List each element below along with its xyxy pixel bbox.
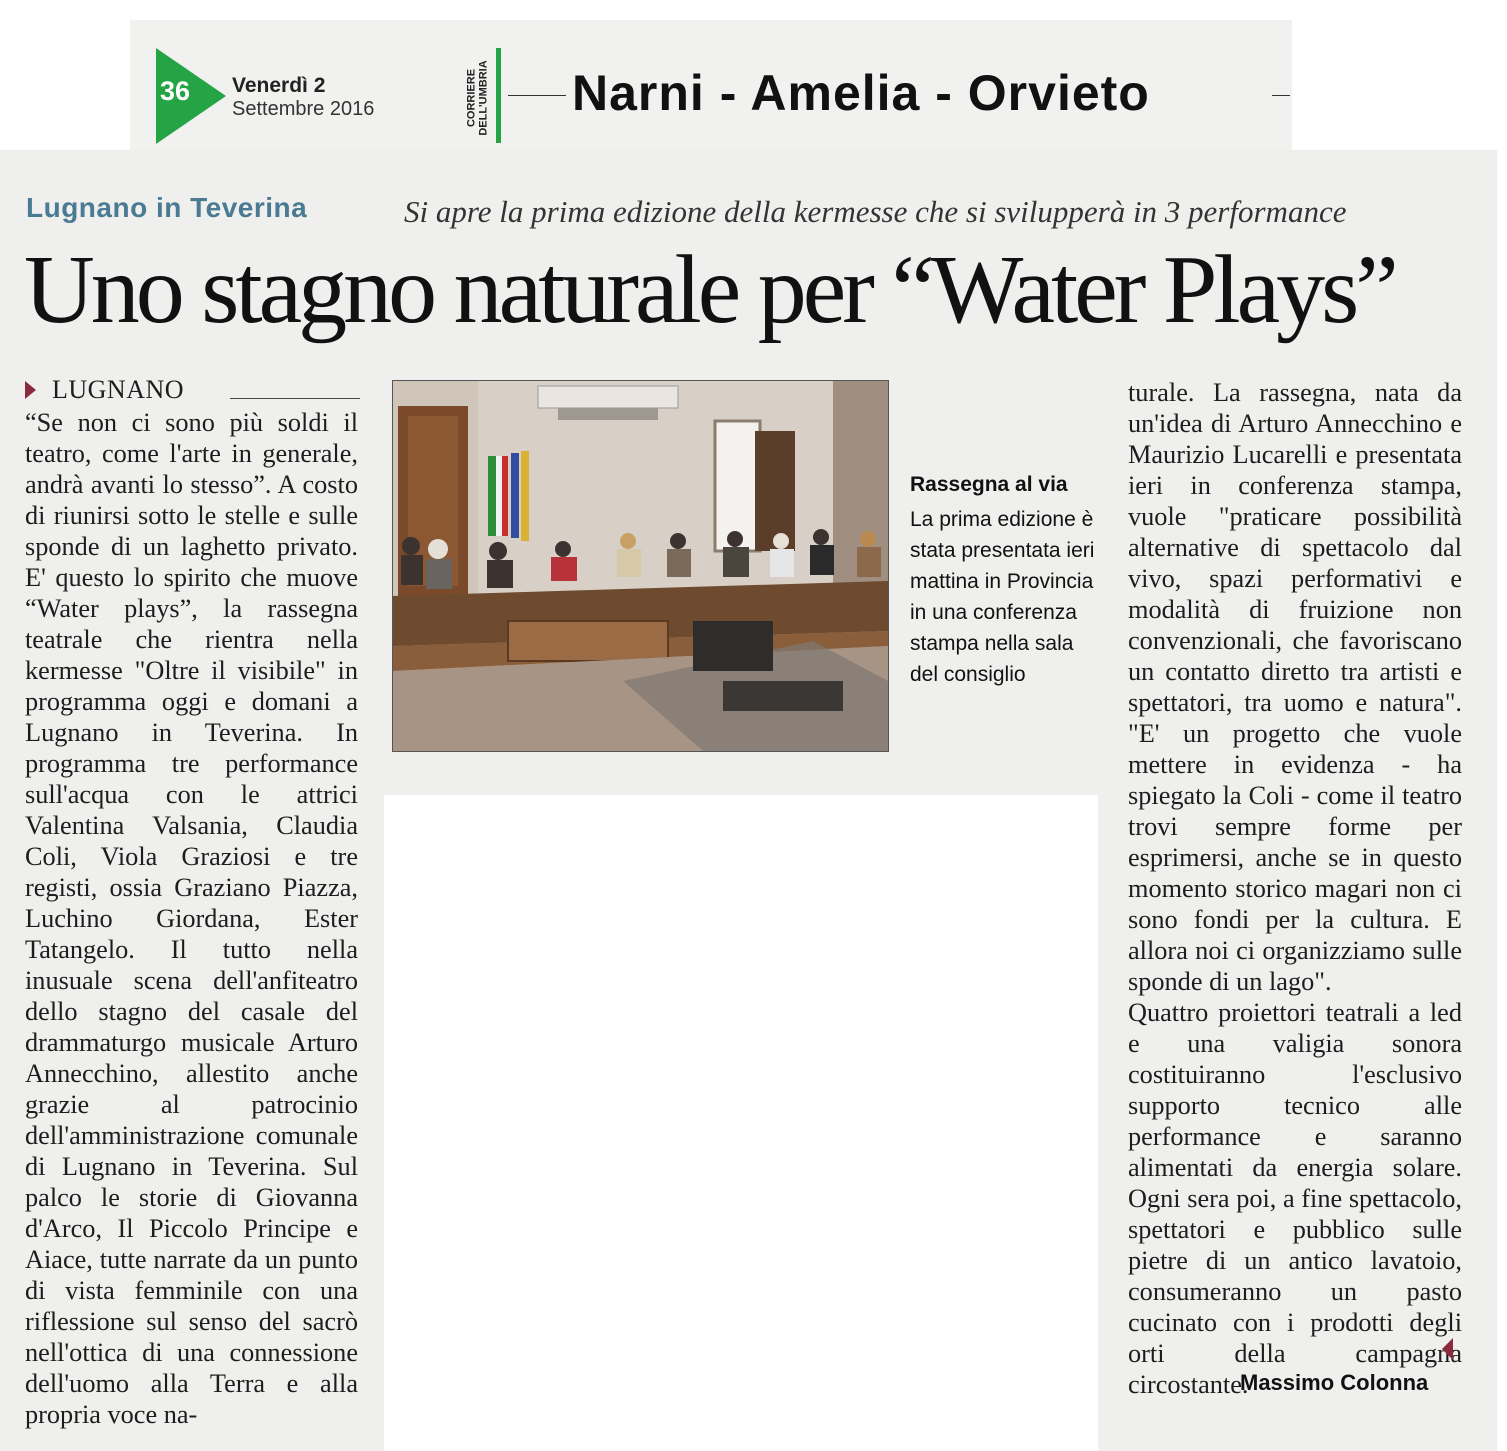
issue-date-month-year: Settembre 2016 [232, 98, 375, 120]
newspaper-logo-text: CORRIERE DELL'UMBRIA [465, 60, 490, 136]
article-right-paragraph-2: Quattro proiettori teatrali a led e una valigia sonora costituiranno l'esclusivo supporto tecnico alle performance e saranno alimentati da energia solare. Ogni sera poi, a fine spettacolo, spettatori e pubblico sulle pietre di un antico lavatoio, consumeranno un pasto cucinato con i prodotti degli orti della campagna circostante. [1128, 998, 1462, 1399]
issue-date-day: Venerdì 2 [232, 74, 326, 97]
conference-room-photo [392, 380, 889, 752]
dateline-arrow-icon [25, 381, 36, 399]
article-left-column: “Se non ci sono più soldi il teatro, come l'arte in generale, andrà avanti lo stesso”. A costo di riunirsi sotto le stelle e sulle sponde di un laghetto privato. E' questo lo spirito che muove “Water plays”, la rassegna teatrale che rientra nella kermesse "Oltre il visibile" in programma oggi e domani a Lugnano in Teverina. In programma tre performance sull'acqua con le attrici Valentina Valsania, Claudia Coli, Viola Graziosi e tre registi, ossia Graziano Piazza, Luchino Giordana, Ester Tatangelo. Il tutto nella inusuale scena dell'anfiteatro dello stagno del casale del drammaturgo musicale Arturo Annecchino, allestito anche grazie al patrocinio dell'amministrazione comunale di Lugnano in Teverina. Sul palco le storie di Giovanna d'Arco, Il Piccolo Principe e Aiace, tutte narrate da un punto di vista femminile con una riflessione sul senso del sacrò nell'ottica di una connessione dell'uomo alla Terra e alla propria voce na- [25, 408, 358, 1429]
article-right-paragraph-1: turale. La rassegna, nata da un'idea di Arturo Annecchino e Maurizio Lucarelli e presentata ieri in conferenza stampa, vuole "praticare possibilità alternative di spettacolo dal vivo, spazi performativi e modalità di fruizione non convenzionali, che favoriscano un contatto diretto tra artisti e spettatori, tra uomo e natura". "E' un progetto che vuole mettere in evidenza - ha spiegato la Coli - come il teatro trovi sempre forme per esprimersi, anche se in questo momento storico magari non ci sono fondi per la cultura. E allora noi ci organizziamo sulle sponde di un lago". [1128, 378, 1462, 996]
dateline-rule [230, 398, 360, 399]
article-byline: Massimo Colonna [1240, 1370, 1429, 1395]
article-place: Lugnano in Teverina [26, 192, 308, 223]
article-headline: Uno stagno naturale per “Water Plays” [24, 236, 1395, 344]
article-kicker: Si apre la prima edizione della kermesse che si svilupperà in 3 performance [404, 194, 1347, 229]
dateline [25, 375, 360, 407]
header-rule-left [508, 95, 566, 96]
conference-photo-illustration [393, 381, 888, 751]
photo-caption-body: La prima edizione è stata presentata ieri mattina in Provincia in una conferenza stampa nella sala del consiglio [910, 508, 1095, 686]
page-number: 36 [160, 76, 191, 106]
dateline-text: LUGNANO [52, 375, 185, 404]
section-title: Narni - Amelia - Orvieto [572, 65, 1150, 121]
logo-green-bar [496, 48, 501, 143]
article-end-marker-icon [1442, 1338, 1453, 1360]
header-rule-right [1272, 95, 1290, 96]
article-right-column [1128, 377, 1462, 1400]
photo-caption-title: Rassegna al via [910, 473, 1068, 496]
newspaper-logo [452, 48, 504, 143]
